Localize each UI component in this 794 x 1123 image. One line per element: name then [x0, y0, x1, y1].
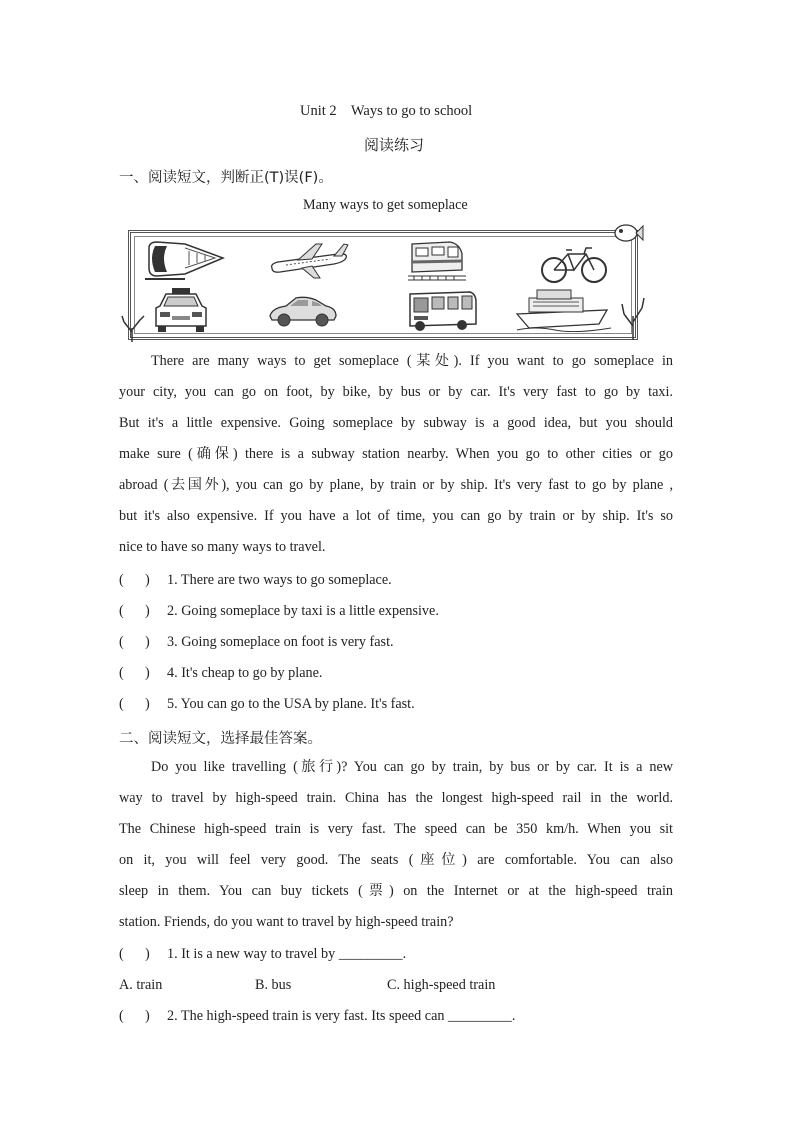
answer-blank[interactable]: ( )	[119, 696, 150, 712]
section2-heading: 二、阅读短文，选择最佳答案。	[119, 731, 322, 747]
passage2-line: sleep in them. You can buy tickets (票) on the Internet or at the high-speed train	[119, 883, 673, 899]
answer-blank[interactable]: ( )	[119, 603, 150, 619]
question-item	[119, 572, 392, 589]
passage2-line: on it, you will feel very good. The seats (座位) are comfortable. You can also	[119, 852, 673, 868]
question-text: 2. Going someplace by taxi is a little expensive.	[167, 603, 439, 619]
question-text: 1. There are two ways to go someplace.	[167, 572, 392, 588]
passage1-line: but it's also expensive. If you have a lot of time, you can go by train or by ship. It's so	[119, 508, 673, 524]
question-item	[119, 634, 394, 651]
subway-train-icon	[406, 238, 466, 282]
passage2-line: Do you like travelling (旅行)? You can go by train, by bus or by car. It is a new	[151, 759, 673, 775]
bus-icon	[406, 288, 478, 334]
airplane-icon	[268, 240, 350, 280]
passage1-title: Many ways to get someplace	[303, 197, 468, 213]
passage1-line: abroad (去国外), you can go by plane, by train or by ship. It's very fast to go by plane ,	[119, 477, 673, 493]
unit-title: Unit 2 Ways to go to school	[300, 103, 473, 119]
taxi-icon	[152, 286, 210, 334]
coral-icon	[118, 314, 146, 342]
coral-icon	[620, 296, 646, 340]
passage1	[119, 346, 673, 563]
question-text: 4. It's cheap to go by plane.	[167, 665, 323, 681]
passage1-line: There are many ways to get someplace (某处). If you want to go someplace in	[151, 353, 673, 369]
page-subtitle: 阅读练习	[364, 136, 425, 154]
question-item	[119, 696, 415, 713]
option-c[interactable]: C. high-speed train	[387, 977, 496, 993]
answer-blank[interactable]: ( )	[119, 946, 150, 962]
passage2	[119, 752, 673, 938]
bicycle-icon	[540, 244, 608, 284]
answer-blank[interactable]: ( )	[119, 1008, 150, 1024]
question-text: 3. Going someplace on foot is very fast.	[167, 634, 394, 650]
passage1-line: make sure (确保) there is a subway station nearby. When you go to other cities or go	[119, 446, 673, 462]
question-text: 1. It is a new way to travel by _________.	[167, 946, 407, 962]
answer-blank[interactable]: ( )	[119, 572, 150, 588]
car-icon	[266, 290, 338, 330]
answer-blank[interactable]: ( )	[119, 634, 150, 650]
question-text: 5. You can go to the USA by plane. It's fast.	[167, 696, 415, 712]
option-b[interactable]: B. bus	[255, 977, 292, 993]
question-text: 2. The high-speed train is very fast. Its speed can _________.	[167, 1008, 516, 1024]
question-item	[119, 1008, 515, 1025]
answer-blank[interactable]: ( )	[119, 665, 150, 681]
passage2-line: way to travel by high-speed train. China has the longest high-speed rail in the world.	[119, 790, 673, 806]
question-item	[119, 946, 406, 963]
section1-heading: 一、阅读短文，判断正(T)误(F)。	[119, 170, 333, 186]
question-item	[119, 665, 322, 682]
passage2-line: The Chinese high-speed train is very fast. The speed can be 350 km/h. When you sit	[119, 821, 673, 837]
passage1-line: But it's a little expensive. Going someplace by subway is a good idea, but you should	[119, 415, 673, 431]
option-a[interactable]: A. train	[119, 977, 163, 993]
passage1-line: nice to have so many ways to travel.	[119, 539, 326, 555]
passage1-line: your city, you can go on foot, by bike, by bus or by car. It's very fast to go by taxi.	[119, 384, 673, 400]
fish-icon	[612, 222, 644, 244]
ship-icon	[515, 288, 613, 332]
passage2-line: station. Friends, do you want to travel by high-speed train?	[119, 914, 454, 930]
question-item	[119, 603, 439, 620]
bullet-train-icon	[145, 238, 227, 282]
